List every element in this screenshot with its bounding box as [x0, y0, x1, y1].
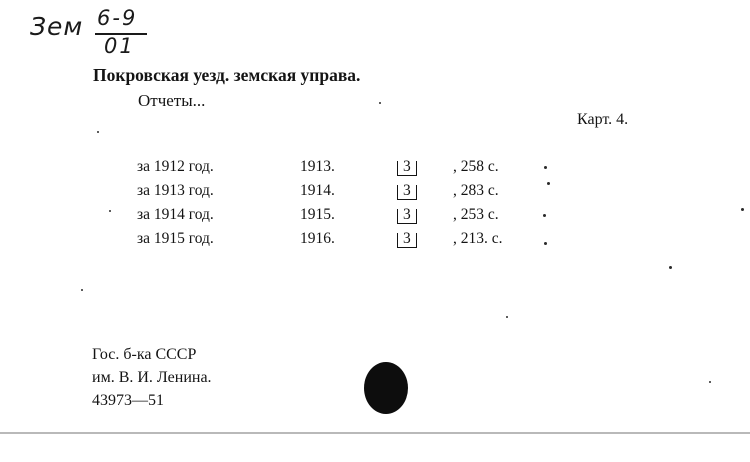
shelf-mark-denominator: 01: [104, 34, 135, 58]
volumes-bracket: 3: [397, 161, 417, 176]
card-title: Покровская уезд. земская управа.: [93, 65, 361, 85]
entry-pages: , 253 с.: [453, 206, 499, 223]
ink-speck: [669, 266, 672, 269]
entry-pages: , 283 с.: [453, 182, 499, 199]
volumes-bracket: 3: [397, 233, 417, 248]
entry-row: [0, 158, 750, 180]
ink-speck: [109, 210, 111, 212]
ink-speck: [544, 166, 547, 169]
ink-speck: [506, 316, 508, 318]
entry-period: за 1914 год.: [137, 206, 214, 223]
entry-pages: , 258 с.: [453, 158, 499, 175]
ink-speck: [543, 214, 546, 217]
volumes-bracket: 3: [397, 185, 417, 200]
ink-speck: [709, 381, 711, 383]
ink-speck: [379, 102, 381, 104]
card-bottom-edge: [0, 432, 750, 434]
ink-speck: [741, 208, 744, 211]
entry-year: 1914.: [300, 182, 335, 199]
entry-period: за 1913 год.: [137, 182, 214, 199]
box-number: Карт. 4.: [577, 111, 629, 128]
library-stamp-line: им. В. И. Ленина.: [92, 369, 212, 386]
entry-year: 1916.: [300, 230, 335, 247]
ink-speck: [547, 182, 550, 185]
punch-hole: [364, 362, 408, 414]
entry-period: за 1912 год.: [137, 158, 214, 175]
entry-volumes: [397, 182, 417, 200]
entry-volumes: [397, 230, 417, 248]
entry-year: 1915.: [300, 206, 335, 223]
volumes-bracket: 3: [397, 209, 417, 224]
entry-volumes: [397, 206, 417, 224]
library-stamp-line: 43973—51: [92, 392, 164, 409]
entry-pages: , 213. с.: [453, 230, 503, 247]
entry-volumes: [397, 158, 417, 176]
entry-row: [0, 206, 750, 228]
entry-row: [0, 230, 750, 252]
library-stamp-line: Гос. б-ка СССР: [92, 346, 197, 363]
card-subtitle: Отчеты...: [138, 91, 206, 110]
entry-row: [0, 182, 750, 204]
shelf-mark-numerator: 6-9: [97, 6, 138, 30]
entry-period: за 1915 год.: [137, 230, 214, 247]
ink-speck: [97, 131, 99, 133]
ink-speck: [544, 242, 547, 245]
entry-year: 1913.: [300, 158, 335, 175]
library-stamp: [92, 343, 212, 412]
shelf-mark-prefix: Зем: [30, 12, 84, 41]
ink-speck: [81, 289, 83, 291]
